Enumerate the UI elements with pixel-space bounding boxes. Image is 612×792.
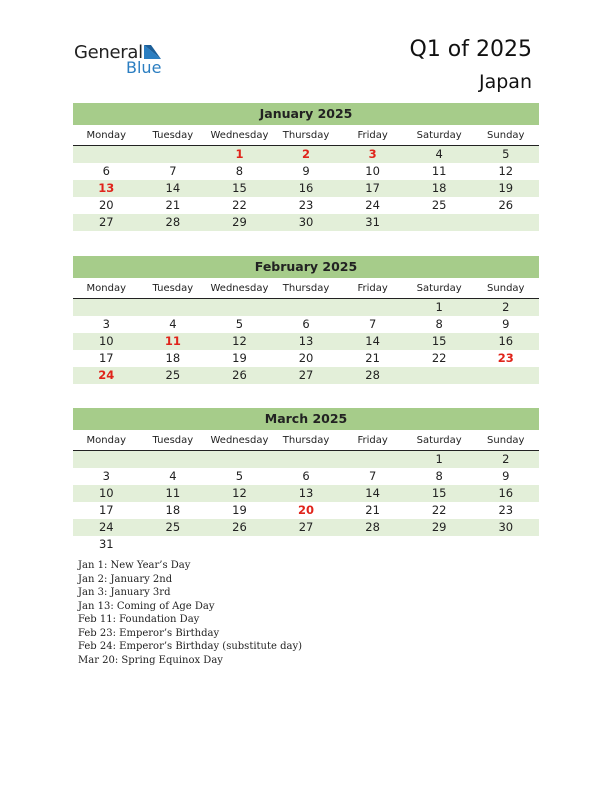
day-cell: 24: [98, 368, 115, 382]
day-cell: [140, 299, 207, 316]
month-march: [73, 408, 539, 553]
weekday-label: Wednesday: [210, 130, 269, 141]
day-cell: 30: [498, 520, 514, 534]
day-cell: 17: [365, 181, 380, 195]
week-row: [73, 180, 539, 197]
day-cell: [273, 536, 340, 553]
holiday-entry: Feb 24: Emperor’s Birthday (substitute day): [78, 641, 303, 652]
day-cell: [273, 299, 340, 316]
day-cell: 12: [232, 334, 247, 348]
day-cell: 26: [232, 368, 247, 382]
week-row: [73, 468, 539, 485]
month-january: [73, 103, 539, 231]
holiday-entry: Jan 3: January 3rd: [78, 587, 171, 598]
day-cell: [140, 451, 207, 468]
weekday-label: Friday: [357, 435, 388, 446]
holiday-list: [78, 559, 302, 667]
day-cell: 7: [368, 317, 377, 331]
day-cell: 6: [302, 317, 310, 331]
day-cell: [406, 367, 473, 384]
day-cell: 17: [98, 351, 114, 365]
day-cell: 21: [165, 198, 181, 212]
day-cell: 10: [98, 334, 114, 348]
day-cell: 8: [435, 469, 443, 483]
weekday-header-row: [73, 128, 539, 146]
week-row: [73, 367, 539, 384]
weekday-label: Sunday: [487, 283, 525, 294]
day-cell: 4: [169, 317, 177, 331]
holiday-entry: Mar 20: Spring Equinox Day: [78, 654, 223, 666]
weekday-label: Tuesday: [152, 130, 194, 141]
day-cell: 5: [235, 317, 244, 331]
weekday-label: Friday: [357, 130, 388, 141]
day-cell: [339, 299, 406, 316]
day-cell: 13: [298, 486, 314, 500]
weekday-label: Sunday: [487, 435, 525, 446]
weekday-label: Thursday: [282, 283, 330, 294]
week-row: [73, 299, 539, 316]
day-cell: 20: [298, 351, 314, 365]
month-february: [73, 256, 539, 384]
weekday-label: Sunday: [487, 130, 525, 141]
day-cell: 14: [365, 486, 380, 500]
holiday-entry: Jan 1: New Year’s Day: [78, 560, 191, 571]
week-row: [73, 485, 539, 502]
weekday-label: Saturday: [416, 283, 462, 294]
week-row: [73, 519, 539, 536]
day-cell: 23: [498, 503, 514, 517]
day-cell: 26: [232, 520, 247, 534]
day-cell: 27: [98, 215, 114, 229]
day-cell: 10: [98, 486, 114, 500]
week-row: [73, 451, 539, 468]
logo-general-text: General: [74, 42, 143, 63]
page-title: Q1 of 2025: [409, 37, 532, 62]
day-cell: 22: [232, 198, 247, 212]
day-cell: 7: [368, 469, 377, 483]
day-cell: 25: [165, 520, 181, 534]
day-cell: [472, 367, 539, 384]
weekday-label: Monday: [86, 130, 127, 141]
day-cell: 9: [502, 317, 510, 331]
day-cell: 18: [165, 503, 181, 517]
weekday-label: Saturday: [416, 435, 462, 446]
day-cell: 29: [431, 520, 447, 534]
day-cell: 25: [165, 368, 181, 382]
day-cell: 22: [431, 351, 447, 365]
weekday-label: Monday: [86, 435, 127, 446]
day-cell: [472, 536, 539, 553]
day-cell: 6: [302, 469, 310, 483]
day-cell: 6: [102, 164, 110, 178]
day-cell: 5: [502, 147, 510, 161]
day-cell: 17: [98, 503, 114, 517]
day-cell: [73, 451, 140, 468]
day-cell: 20: [298, 503, 315, 517]
holiday-entry: Jan 13: Coming of Age Day: [78, 600, 215, 612]
day-cell: 3: [368, 147, 377, 161]
day-cell: 12: [232, 486, 247, 500]
day-cell: 24: [365, 198, 380, 212]
day-cell: 23: [497, 351, 514, 365]
day-cell: [206, 536, 273, 553]
day-cell: 2: [502, 452, 510, 466]
weekday-label: Monday: [86, 283, 127, 294]
day-cell: 19: [232, 503, 247, 517]
day-cell: [206, 451, 273, 468]
day-cell: 14: [365, 334, 380, 348]
day-cell: 11: [431, 164, 447, 178]
day-cell: 4: [435, 147, 443, 161]
country-name: Japan: [479, 71, 532, 93]
weekday-label: Wednesday: [210, 283, 269, 294]
weeks: [73, 299, 539, 384]
day-cell: 9: [502, 469, 510, 483]
day-cell: 3: [102, 317, 110, 331]
day-cell: 1: [435, 452, 443, 466]
day-cell: [472, 214, 539, 231]
day-cell: [206, 299, 273, 316]
day-cell: 28: [365, 520, 380, 534]
day-cell: [73, 146, 140, 163]
day-cell: 15: [431, 334, 447, 348]
day-cell: [140, 146, 207, 163]
day-cell: [339, 536, 406, 553]
day-cell: 21: [365, 503, 380, 517]
generalblue-logo: [74, 42, 174, 78]
week-row: [73, 146, 539, 163]
day-cell: 21: [365, 351, 380, 365]
week-row: [73, 163, 539, 180]
day-cell: 31: [365, 215, 380, 229]
day-cell: 14: [165, 181, 181, 195]
day-cell: 8: [235, 164, 244, 178]
day-cell: 8: [435, 317, 443, 331]
day-cell: [140, 536, 207, 553]
day-cell: 9: [302, 164, 310, 178]
day-cell: 31: [98, 537, 114, 551]
month-header: January 2025: [73, 103, 539, 125]
day-cell: 2: [502, 300, 510, 314]
weekday-label: Tuesday: [152, 283, 194, 294]
month-header: March 2025: [73, 408, 539, 430]
day-cell: 13: [98, 181, 115, 195]
day-cell: 5: [235, 469, 244, 483]
weeks: [73, 146, 539, 231]
day-cell: 20: [98, 198, 114, 212]
day-cell: [339, 451, 406, 468]
day-cell: 1: [235, 147, 244, 161]
day-cell: 11: [164, 334, 181, 348]
weekday-header-row: [73, 433, 539, 451]
week-row: [73, 536, 539, 553]
day-cell: 12: [498, 164, 514, 178]
holiday-entry: Feb 23: Emperor’s Birthday: [78, 627, 220, 639]
day-cell: [73, 299, 140, 316]
day-cell: 15: [431, 486, 447, 500]
day-cell: 27: [298, 520, 314, 534]
day-cell: 4: [169, 469, 177, 483]
day-cell: 23: [298, 198, 314, 212]
day-cell: [406, 536, 473, 553]
day-cell: 3: [102, 469, 110, 483]
week-row: [73, 502, 539, 519]
week-row: [73, 333, 539, 350]
holiday-entry: Feb 11: Foundation Day: [78, 614, 200, 625]
weekday-label: Thursday: [282, 435, 330, 446]
day-cell: 16: [498, 334, 514, 348]
day-cell: 27: [298, 368, 314, 382]
day-cell: 24: [98, 520, 114, 534]
weekday-label: Tuesday: [152, 435, 194, 446]
day-cell: 22: [431, 503, 447, 517]
weekday-label: Thursday: [282, 130, 330, 141]
logo-blue-text: Blue: [126, 58, 162, 77]
day-cell: 11: [165, 486, 181, 500]
day-cell: 26: [498, 198, 514, 212]
day-cell: [406, 214, 473, 231]
day-cell: 30: [298, 215, 314, 229]
month-header: February 2025: [73, 256, 539, 278]
day-cell: 28: [365, 368, 380, 382]
holiday-entry: Jan 2: January 2nd: [78, 573, 173, 585]
day-cell: 1: [435, 300, 443, 314]
day-cell: 16: [298, 181, 314, 195]
weeks: [73, 451, 539, 553]
day-cell: 19: [498, 181, 514, 195]
week-row: [73, 197, 539, 214]
week-row: [73, 316, 539, 333]
day-cell: [273, 451, 340, 468]
day-cell: 7: [169, 164, 177, 178]
day-cell: 10: [365, 164, 380, 178]
day-cell: 18: [165, 351, 181, 365]
weekday-label: Wednesday: [210, 435, 269, 446]
day-cell: 15: [232, 181, 247, 195]
week-row: [73, 350, 539, 367]
day-cell: 28: [165, 215, 181, 229]
week-row: [73, 214, 539, 231]
day-cell: 25: [431, 198, 447, 212]
day-cell: 19: [232, 351, 247, 365]
day-cell: 29: [232, 215, 247, 229]
day-cell: 18: [431, 181, 447, 195]
weekday-label: Saturday: [416, 130, 462, 141]
weekday-label: Friday: [357, 283, 388, 294]
day-cell: 13: [298, 334, 314, 348]
day-cell: 2: [302, 147, 311, 161]
weekday-header-row: [73, 281, 539, 299]
day-cell: 16: [498, 486, 514, 500]
